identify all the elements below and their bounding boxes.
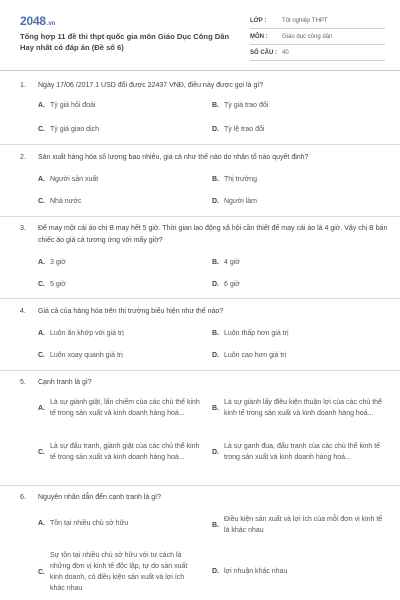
meta-value: Giáo dục công dân	[282, 33, 333, 40]
meta-label: SỐ CÂU :	[250, 49, 277, 56]
option-b[interactable]: B. 4 giờ	[212, 259, 240, 266]
question-stem: 3. Để may một cái áo chị B may hết 5 giờ. Thời gian lao động xã hội cần thiết để may cái áo là 4 giờ. Vậy chị B bán chiếc áo giá cả tương ứng với mấy giờ?	[20, 225, 388, 244]
site-logo[interactable]: 2048.vn	[20, 14, 55, 28]
option-a[interactable]: A. Tỷ giá hối đoái	[38, 102, 96, 109]
meta-row-subject	[250, 29, 385, 45]
option-d[interactable]: D. lợi nhuận khác nhau	[212, 568, 288, 575]
option-c[interactable]: C. Luôn xoay quanh giá trị	[38, 352, 123, 359]
meta-row-class	[250, 13, 385, 29]
option-c[interactable]: C. Sự tồn tại nhiều chủ sở hữu với tư cách là những đơn vị kinh tế độc lập, tự do sản xuất kinh doanh, có điều kiện sản xuất và lợi ích khác nhau	[38, 552, 188, 592]
option-b[interactable]: B. Là sự giành lấy điều kiện thuận lợi của các chủ thể kinh tế trong sản xuất và kinh doanh hàng hoá...	[212, 399, 382, 417]
option-b[interactable]: B. Điều kiện sản xuất và lợi ích của mỗi đơn vị kinh tế là khác nhau	[212, 516, 383, 534]
option-b[interactable]: B. Luôn thấp hơn giá trị	[212, 330, 289, 337]
question-separator	[0, 485, 400, 486]
header-divider	[0, 70, 400, 71]
question-stem: 6. Nguyên nhân dẫn đến cạnh tranh là gì?	[20, 494, 161, 501]
option-d[interactable]: D. Người làm	[212, 198, 258, 205]
meta-label: LỚP :	[250, 17, 267, 24]
document-title: Tổng hợp 11 đề thi thpt quốc gia môn Giáo Dục Công Dân Hay nhất có đáp án (Đề số 6)	[20, 32, 230, 52]
question-stem: 4. Giá cả của hàng hóa trên thị trường biểu hiện như thế nào?	[20, 308, 224, 315]
meta-value: 40	[282, 49, 289, 56]
option-a[interactable]: A. 3 giờ	[38, 259, 66, 266]
option-b[interactable]: B. Thị trường	[212, 176, 258, 183]
option-c[interactable]: C. Tỷ giá giao dịch	[38, 126, 100, 133]
question-separator	[0, 298, 400, 299]
question-separator	[0, 144, 400, 145]
option-c[interactable]: C. Nhà nước	[38, 198, 82, 205]
option-d[interactable]: D. 6 giờ	[212, 281, 240, 288]
option-d[interactable]: D. Tỷ lệ trao đổi	[212, 126, 265, 133]
option-d[interactable]: D. Luôn cao hơn giá trị	[212, 352, 287, 359]
option-b[interactable]: B. Tỷ giá trao đổi	[212, 102, 269, 109]
option-a[interactable]: A. Luôn ăn khớp với giá trị	[38, 330, 124, 337]
question-stem: 1. Ngày 17/06 /2017 1 USD đổi được 22437 VNĐ, điều này được gọi là gì?	[20, 82, 264, 89]
option-c[interactable]: C. Là sự đấu tranh, giành giật của các chủ thể kinh tế trong sản xuất và kinh doanh hàng hoá...	[38, 443, 200, 461]
option-d[interactable]: D. Là sự ganh đua, đấu tranh của các chủ thể kinh tế trong sản xuất và kinh doanh hàng hoá...	[212, 443, 381, 461]
question-stem: 2. Sản xuất hàng hóa số lượng bao nhiêu, giá cả như thế nào do nhân tố nào quyết định?	[20, 154, 309, 161]
meta-label: MÔN :	[250, 33, 268, 40]
question-stem: 5. Cạnh tranh là gì?	[20, 379, 92, 386]
option-c[interactable]: C. 5 giờ	[38, 281, 66, 288]
question-separator	[0, 216, 400, 217]
option-a[interactable]: A. Tồn tại nhiều chủ sở hữu	[38, 520, 129, 527]
meta-table	[250, 13, 385, 61]
meta-row-count	[250, 45, 385, 61]
option-a[interactable]: A. Người sản xuất	[38, 176, 99, 183]
question-separator	[0, 370, 400, 371]
option-a[interactable]: A. Là sự giành giật, lấn chiếm của các chủ thể kinh tế trong sản xuất và kinh doanh hàng hoá...	[38, 399, 200, 417]
document-header	[0, 0, 400, 72]
meta-value: Tốt nghiệp THPT	[282, 17, 328, 24]
